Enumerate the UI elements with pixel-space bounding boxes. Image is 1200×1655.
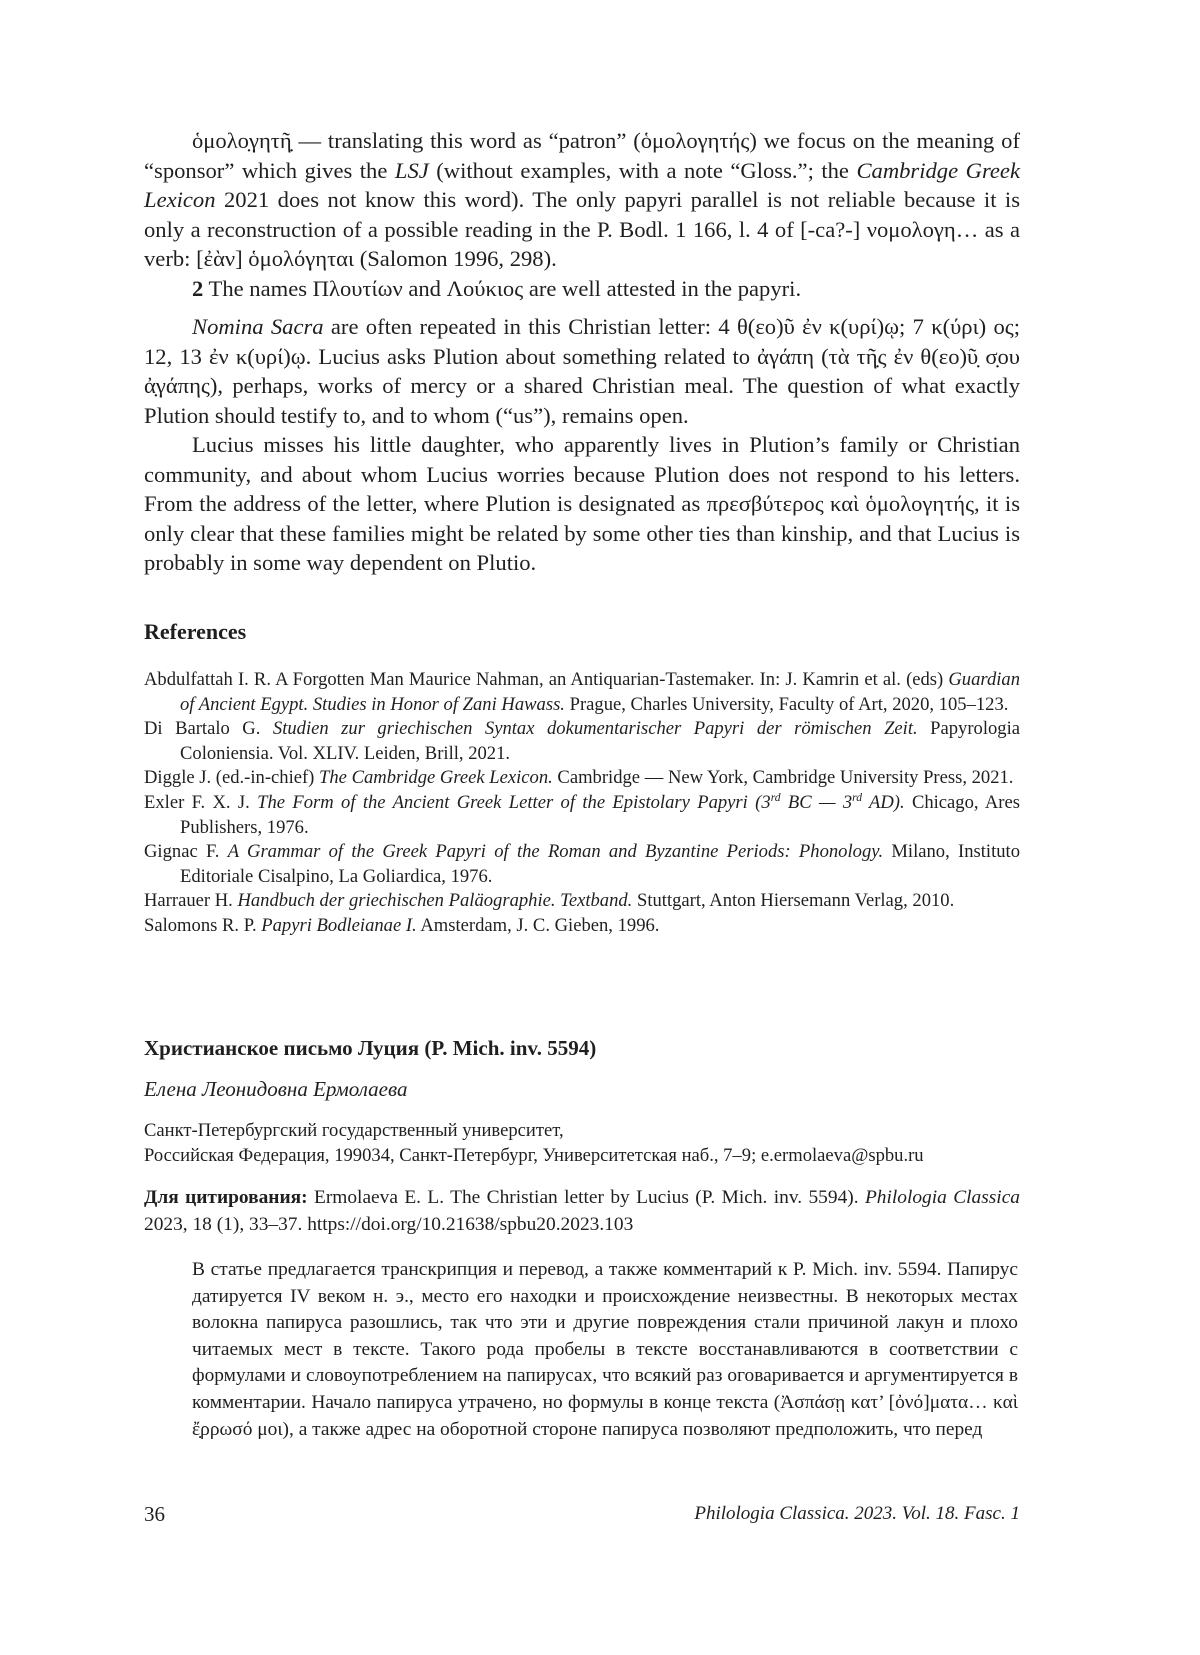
commentary-paragraph-1: ὁμολο̣γητῆ̣ — translating this word as “patron” (ὁμολογητής) we focus on the meaning of “sponsor” which gives the LSJ (without examples, with a note “Gloss.”; the Cambridge Greek Lexicon 2021 does not know this word). The only papyri parallel is not reliable because it is only a reconstruction of a possible reading in the P. Bodl. 1 166, l. 4 of [-ca?-] νομολογη… as a verb: [ἐὰν] ὁμολόγηται (Salomon 1996, 298). bbox=[144, 128, 1020, 271]
commentary-paragraph-2: 2 The names Πλουτίων and Λούκιος are well attested in the papyri. bbox=[192, 275, 802, 301]
affiliation-line-1: Санкт-Петербургский государственный университет, bbox=[144, 1120, 564, 1141]
references-section bbox=[144, 619, 1020, 645]
line-number: 2 bbox=[192, 275, 204, 301]
lemma-term: ὁμολο̣γητῆ̣ bbox=[192, 128, 292, 153]
citation-block bbox=[144, 1185, 1020, 1238]
reference-item: Abdulfattah I. R. A Forgotten Man Maurice Nahman, an Antiquarian-Tastemaker. In: J. Kamrin et al. (eds) Guardian of Ancient Egypt. Studies in Honor of Zani Hawass. Prague, Charles University, Faculty of Art, 2020, 105–123. bbox=[144, 669, 1020, 715]
reference-item: Exler F. X. J. The Form of the Ancient Greek Letter of the Epistolary Papyri (3rd BC — 3rd AD). Chicago, Ares Publishers, 1976. bbox=[144, 791, 1020, 838]
reference-item: Salomons R. P. Papyri Bodleianae I. Amsterdam, J. C. Gieben, 1996. bbox=[144, 914, 660, 936]
running-footer: Philologia Classica. 2023. Vol. 18. Fasc. 1 bbox=[694, 1503, 1020, 1524]
author-block bbox=[144, 1077, 1020, 1102]
discussion-paragraph-2: Lucius misses his little daughter, who apparently lives in Plution’s family or Christian community, and about whom Lucius worries because Plution does not respond to his letters. From the address of the letter, where Plution is designated as πρεσβύτερος καὶ ὁμολογητής, it is only clear that these families might be related by some other ties than kinship, and that Lucius is probably in some way dependent on Plutio. bbox=[144, 432, 1020, 575]
references-heading: References bbox=[144, 619, 247, 644]
reference-item: Diggle J. (ed.-in-chief) The Cambridge Greek Lexicon. Cambridge — New York, Cambridge University Press, 2021. bbox=[144, 767, 1014, 789]
reference-item: Gignac F. A Grammar of the Greek Papyri of the Roman and Byzantine Periods: Phonology. Milano, Instituto Editoriale Cisalpino, La Goliardica, 1976. bbox=[144, 841, 1021, 887]
reference-item: Di Bartalo G. Studien zur griechischen Syntax dokumentarischer Papyri der römischen Zeit. Papyrologia Coloniensia. Vol. XLIV. Leiden, Brill, 2021. bbox=[144, 718, 1021, 764]
commentary-section bbox=[144, 126, 1020, 303]
article-title: Христианское письмо Луция (P. Mich. inv. 5594) bbox=[144, 1036, 597, 1060]
references-list bbox=[144, 668, 1020, 939]
abstract: В статье предлагается транскрипция и перевод, а также комментарий к P. Mich. inv. 5594. Папирус датируется IV веком н. э., место его находки и происхождение неизвестны. В некоторых местах волокна папируса разошлись, так что эти и другие повреждения стали причиной лакун и плохо читаемых мест в тексте. Такого рода пробелы в тексте восстанавливаются в соответствии с формулами и словоупотреблением на папирусах, что всякий раз оговаривается и аргументируется в комментарии. Начало папируса утрачено, но формулы в конце текста (Ἀσπάσῃ κατ’ [ὀνό]ματα… καὶ ἔ̣ρρωσό μοι), а также адрес на оборотной стороне папируса позволяют предположить, что перед bbox=[192, 1259, 1018, 1440]
page-number: 36 bbox=[144, 1502, 165, 1526]
discussion-paragraph-1: Nomina Sacra are often repeated in this Christian letter: 4 θ(εο)ῦ ἐν κ(υρί)ῳ; 7 κ(ύρι) ος; 12, 13 ἐν κ(υρί)ῳ. Lucius asks Plution about something related to ἀγάπη (τὰ τῆ̣ς ἐν θ(εο)ῦ̣ σ̣ου ἀ̣γάπης), perhaps, works of mercy or a shared Christian meal. The question of what exactly Plution should testify to, and to whom (“us”), remains open. bbox=[144, 314, 1021, 428]
author-name: Елена Леонидовна Ермолаева bbox=[144, 1077, 408, 1101]
reference-item: Harrauer H. Handbuch der griechischen Paläographie. Textband. Stuttgart, Anton Hiersemann Verlag, 2010. bbox=[144, 890, 955, 912]
affiliation-block bbox=[144, 1118, 1020, 1168]
citation: Для цитирования: Ermolaeva E. L. The Christian letter by Lucius (P. Mich. inv. 5594). Philologia Classica 2023, 18 (1), 33–37. https://doi.org/10.21638/spbu20.2023.103 bbox=[144, 1187, 1020, 1235]
affiliation-line-2: Российская Федерация, 199034, Санкт-Петербург, Университетская наб., 7–9; e.ermolaeva@spbu.ru bbox=[144, 1145, 924, 1166]
russian-title-block bbox=[144, 1036, 1020, 1061]
discussion-section bbox=[144, 312, 1020, 578]
